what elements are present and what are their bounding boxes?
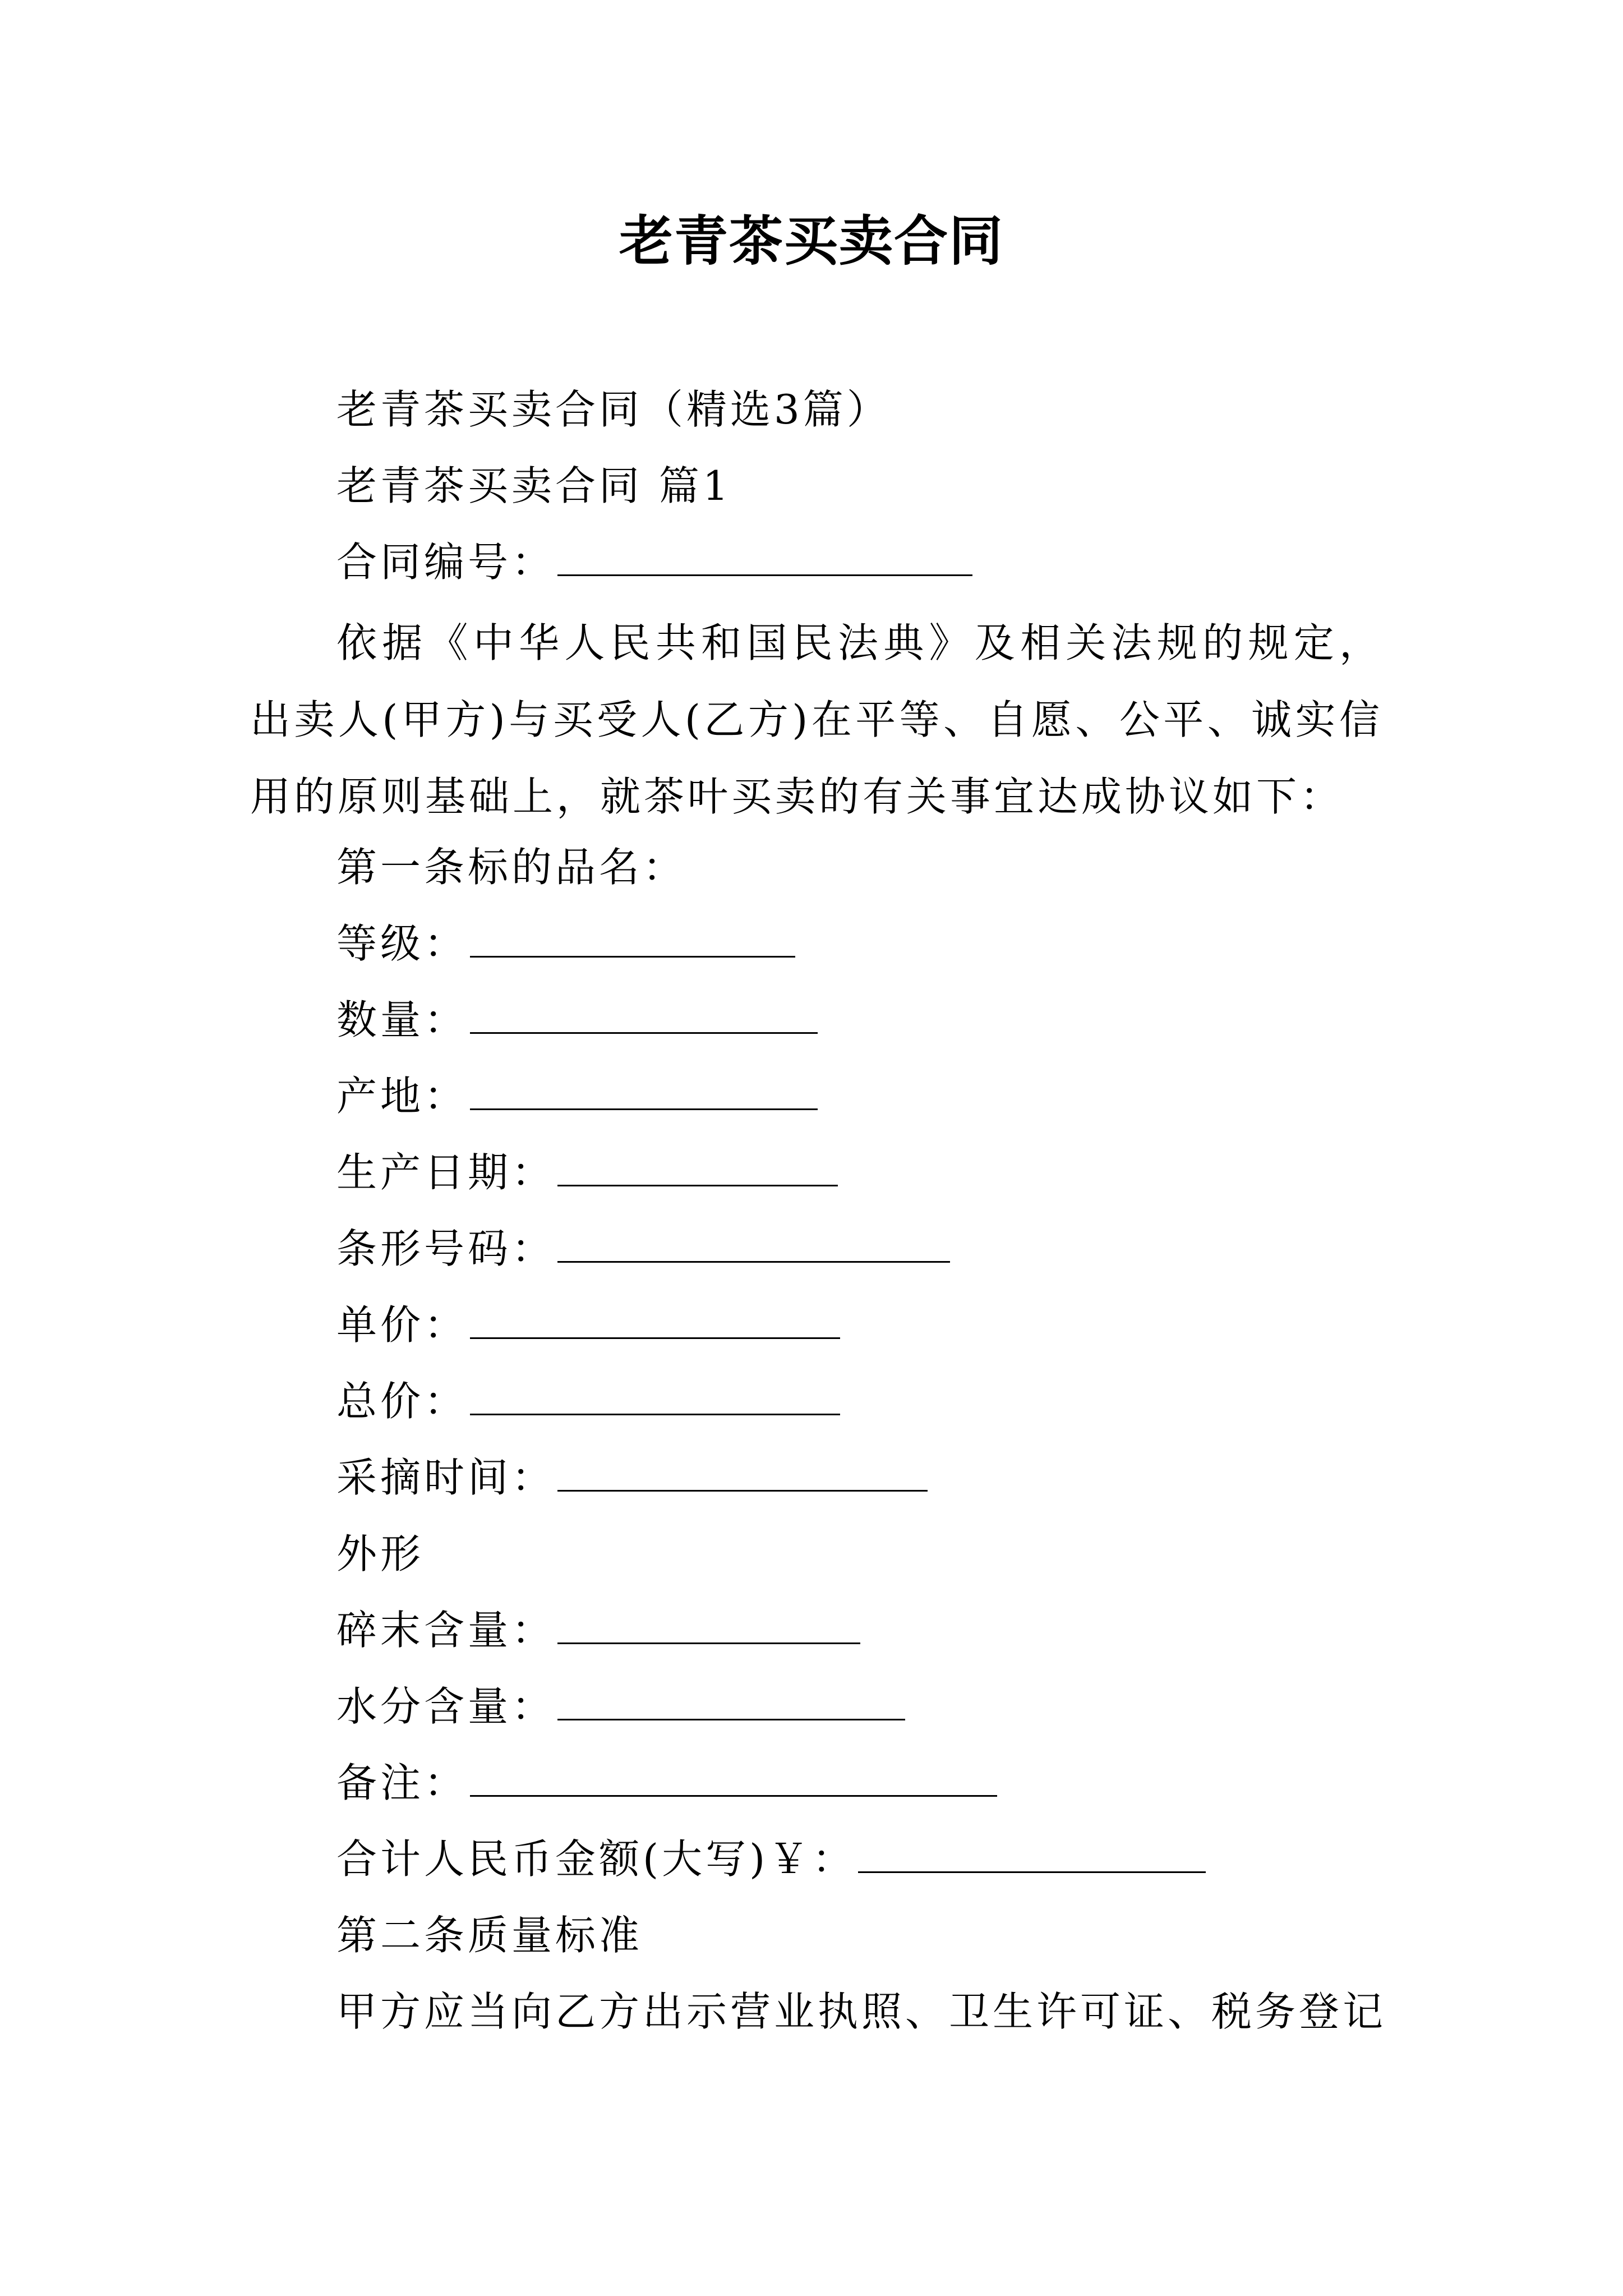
origin-line — [336, 1062, 818, 1130]
unit-price-line — [336, 1291, 840, 1359]
barcode-line — [336, 1215, 950, 1282]
picking-time-label: 采摘时间： — [336, 1454, 556, 1501]
grade-line — [336, 910, 795, 977]
intro-paragraph: 依据《中华人民共和国民法典》及相关法规的规定，出卖人(甲方)与买受人(乙方)在平等、自愿、公平、诚实信用的原则基础上，就茶叶买卖的有关事宜达成协议如下： — [250, 619, 1383, 820]
document-title: 老青茶买卖合同 — [619, 209, 1004, 273]
quantity-blank[interactable] — [470, 996, 818, 1034]
total-price-blank[interactable] — [470, 1378, 840, 1415]
origin-blank[interactable] — [470, 1073, 818, 1110]
picking-time-line — [336, 1444, 928, 1511]
unit-price-label: 单价： — [336, 1301, 468, 1349]
unit-price-blank[interactable] — [470, 1301, 840, 1339]
production-date-label: 生产日期： — [336, 1149, 556, 1196]
production-date-blank[interactable] — [557, 1149, 838, 1186]
article-2-first-line: 甲方应当向乙方出示营业执照、卫生许可证、税务登记 — [336, 1988, 1387, 2035]
grade-label: 等级： — [336, 920, 468, 967]
article-1-heading: 第一条标的品名： — [336, 844, 687, 891]
contract-number-blank[interactable] — [557, 539, 972, 576]
origin-label: 产地： — [336, 1073, 468, 1120]
contract-number-label: 合同编号： — [336, 539, 556, 586]
total-rmb-label: 合计人民币金额(大写)￥： — [336, 1835, 856, 1883]
section-heading: 老青茶买卖合同 篇1 — [336, 462, 732, 509]
fines-content-label: 碎末含量： — [336, 1607, 556, 1654]
remarks-blank[interactable] — [470, 1759, 997, 1797]
total-rmb-line — [336, 1825, 1206, 1893]
total-rmb-blank[interactable] — [858, 1835, 1206, 1873]
remarks-label: 备注： — [336, 1759, 468, 1806]
moisture-content-blank[interactable] — [557, 1683, 905, 1720]
total-price-label: 总价： — [336, 1378, 468, 1425]
barcode-label: 条形号码： — [336, 1225, 556, 1272]
fines-content-line — [336, 1596, 860, 1664]
remarks-line — [336, 1749, 997, 1816]
picking-time-blank[interactable] — [557, 1454, 928, 1492]
grade-blank[interactable] — [470, 920, 795, 958]
appearance-line: 外形 — [336, 1530, 425, 1577]
fines-content-blank[interactable] — [557, 1607, 860, 1644]
production-date-line — [336, 1139, 838, 1206]
barcode-blank[interactable] — [557, 1225, 950, 1263]
total-price-line — [336, 1368, 840, 1435]
quantity-line — [336, 986, 818, 1053]
article-2-heading: 第二条质量标准 — [336, 1912, 643, 1959]
moisture-content-line — [336, 1673, 905, 1740]
document-subtitle: 老青茶买卖合同（精选3篇） — [336, 386, 891, 433]
quantity-label: 数量： — [336, 996, 468, 1043]
contract-number-line — [336, 528, 972, 596]
moisture-content-label: 水分含量： — [336, 1683, 556, 1730]
